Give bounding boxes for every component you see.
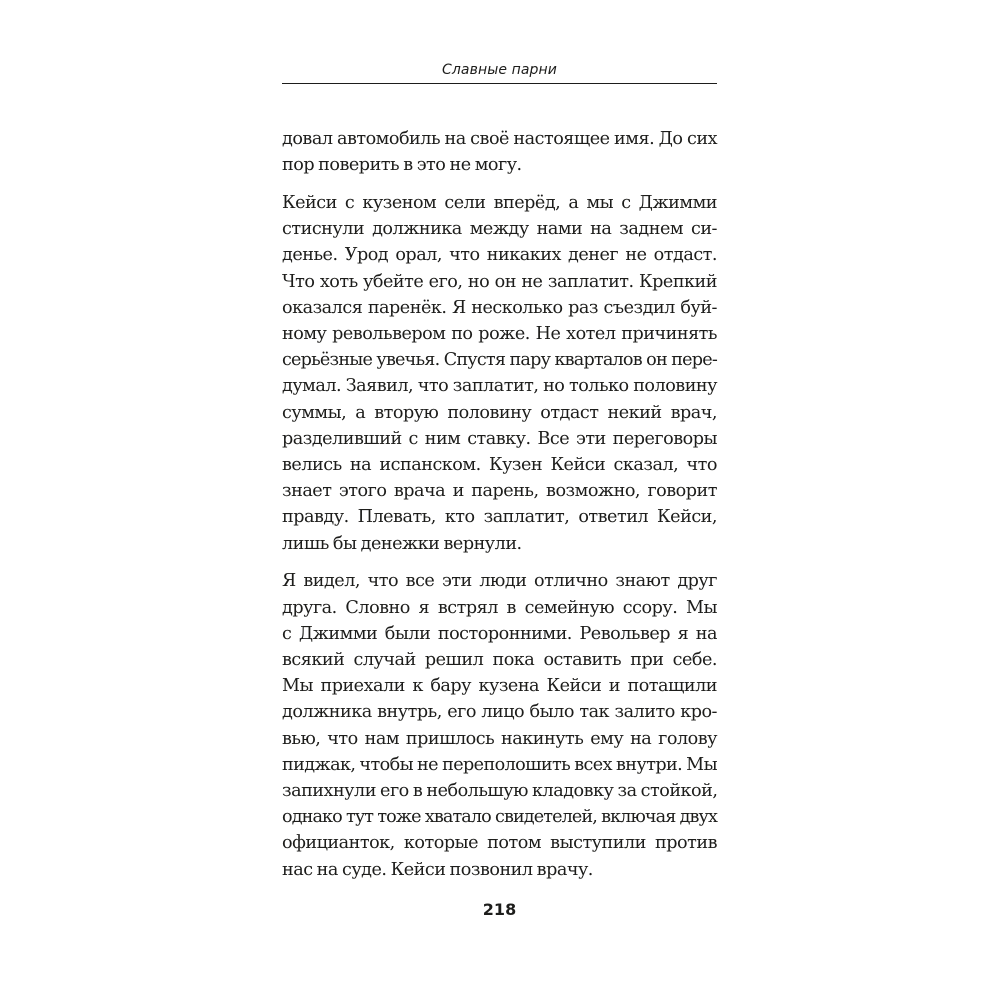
paragraph xyxy=(282,568,717,882)
text-line: знает этого врача и парень, возможно, говорит xyxy=(282,481,717,502)
body-text xyxy=(282,126,717,883)
text-line: серьёзные увечья. Спустя пару кварталов он пере- xyxy=(282,350,717,371)
text-line: Мы приехали к бару кузена Кейси и потащили xyxy=(282,676,717,697)
text-line: официанток, которые потом выступили против xyxy=(282,833,717,854)
text-line: денье. Урод орал, что никаких денег не отдаст. xyxy=(282,245,717,266)
text-line: правду. Плевать, кто заплатит, ответил Кейси, xyxy=(282,507,717,528)
text-line: думал. Заявил, что заплатит, но только половину xyxy=(282,376,717,397)
text-line: пор поверить в это не могу. xyxy=(282,155,522,176)
text-line: лишь бы денежки вернули. xyxy=(282,533,522,554)
text-line: велись на испанском. Кузен Кейси сказал, что xyxy=(282,455,717,476)
text-line: оказался паренёк. Я несколько раз съездил буй- xyxy=(282,297,717,318)
text-line: должника внутрь, его лицо было так залито кро- xyxy=(282,702,717,723)
text-line: пиджак, чтобы не переполошить всех внутри. Мы xyxy=(282,754,717,775)
text-line: стиснули должника между нами на заднем си- xyxy=(282,219,717,240)
text-line: вью, что нам пришлось накинуть ему на голову xyxy=(282,728,717,749)
header-rule xyxy=(282,83,717,84)
text-line: разделивший с ним ставку. Все эти переговоры xyxy=(282,428,717,449)
text-line: довал автомобиль на своё настоящее имя. До сих xyxy=(282,129,717,149)
page-number: 218 xyxy=(482,900,517,919)
text-line: Кейси с кузеном сели вперёд, а мы с Джимми xyxy=(282,193,717,213)
text-line: всякий случай решил пока оставить при себе. xyxy=(282,650,717,671)
text-line: однако тут тоже хватало свидетелей, включая двух xyxy=(282,807,717,828)
text-line: Что хоть убейте его, но он не заплатит. Крепкий xyxy=(282,271,717,292)
text-line: нас на суде. Кейси позвонил врачу. xyxy=(282,859,593,880)
text-line: Я видел, что все эти люди отлично знают друг xyxy=(282,571,717,592)
text-line: суммы, а вторую половину отдаст некий врач, xyxy=(282,402,717,423)
text-line: ному револьвером по роже. Не хотел причинять xyxy=(282,324,717,345)
text-line: друга. Словно я встрял в семейную ссору. Мы xyxy=(282,597,717,618)
running-head: Славные парни xyxy=(442,62,557,78)
paragraph xyxy=(282,126,717,178)
text-line: запихнули его в небольшую кладовку за стойкой, xyxy=(282,781,718,802)
paragraph xyxy=(282,190,717,557)
text-line: с Джимми были посторонними. Револьвер я на xyxy=(282,623,717,644)
